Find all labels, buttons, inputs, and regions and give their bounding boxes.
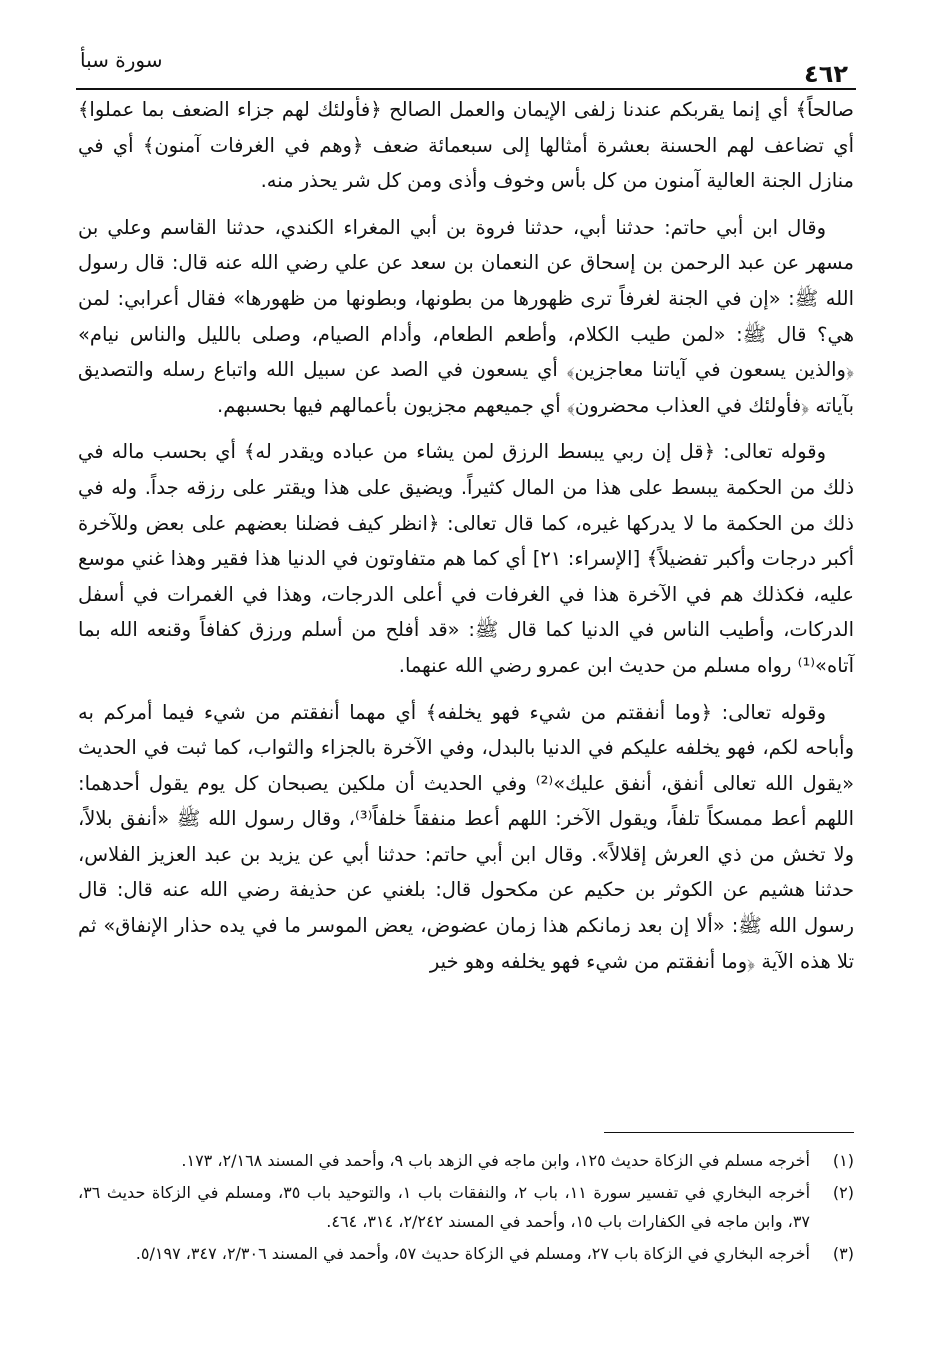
body-text bbox=[78, 92, 854, 990]
body-paragraph: وقوله تعالى: ﴿وما أنفقتم من شيء فهو يخلفه﴾ أي مهما أنفقتم من شيء فيما أمركم به وأباحه لكم، فهو يخلفه عليكم في الدنيا بالبدل، وفي الآخرة بالجزاء والثواب، كما ثبت في الحديث «يقول الله تعالى أنفق، أنفق عليك»⁽²⁾ وفي الحديث أن ملكين يصبحان كل يوم يقول أحدهما: اللهم أعط ممسكاً تلفاً، ويقول الآخر: اللهم أعط منفقاً خلفاً⁽³⁾، وقال رسول الله ﷺ «أنفق بلالاً، ولا تخش من ذي العرش إقلالاً». وقال ابن أبي حاتم: حدثنا أبي عن يزيد بن عبد العزيز الفلاس، حدثنا هشيم عن الكوثر بن حكيم عن مكحول قال: بلغني عن حذيفة رضي الله عنه قال: قال رسول الله ﷺ: «ألا إن بعد زمانكم هذا زمان عضوض، يعض الموسر ما في يده حذار الإنفاق» ثم تلا هذه الآية ﴿وما أنفقتم من شيء فهو يخلفه وهو خير bbox=[78, 700, 854, 973]
footnote-number: (١) bbox=[832, 1151, 854, 1170]
body-paragraph: صالحاً﴾ أي إنما يقربكم عندنا زلفى الإيمان والعمل الصالح ﴿فأولئك لهم جزاء الضعف بما عملوا﴾ أي تضاعف لهم الحسنة بعشرة أمثالها إلى سبعمائة ضعف ﴿وهم في الغرفات آمنون﴾ أي في منازل الجنة العالية آمنون من كل بأس وخوف وأذى ومن كل شر يحذر منه. bbox=[78, 98, 854, 193]
footnote-divider bbox=[604, 1132, 854, 1133]
page-header bbox=[76, 44, 856, 90]
footnotes bbox=[78, 1146, 854, 1271]
footnote-text: أخرجه البخاري في تفسير سورة ١١، باب ٢، والنفقات باب ١، والتوحيد باب ٣٥، ومسلم في الزكاة حديث ٣٦، ٣٧، وابن ماجه في الكفارات باب ١٥، وأحمد في المسند ٢/٢٤٢، ٣١٤، ٤٦٤. bbox=[78, 1183, 811, 1231]
footnote-number: (٣) bbox=[832, 1244, 854, 1263]
page-number: ٤٦٢ bbox=[804, 60, 848, 88]
footnote-text: أخرجه مسلم في الزكاة حديث ١٢٥، وابن ماجه في الزهد باب ٩، وأحمد في المسند ٢/١٦٨، ١٧٣. bbox=[181, 1151, 810, 1170]
surah-name: سورة سبأ bbox=[80, 48, 163, 72]
footnote bbox=[78, 1178, 854, 1236]
footnote-number: (٢) bbox=[832, 1183, 854, 1202]
footnote bbox=[78, 1239, 854, 1268]
header-divider bbox=[76, 88, 856, 90]
body-paragraph: وقال ابن أبي حاتم: حدثنا أبي، حدثنا فروة بن أبي المغراء الكندي، حدثنا القاسم وعلي بن مسهر عن عبد الرحمن بن إسحاق عن النعمان بن سعد عن علي رضي الله عنه قال: قال رسول الله ﷺ: «إن في الجنة لغرفاً ترى ظهورها من بطونها، وبطونها من ظهورها» فقال أعرابي: لمن هي؟ قال ﷺ: «لمن طيب الكلام، وأطعم الطعام، وأدام الصيام، وصلى بالليل والناس نيام» ﴿والذين يسعون في آياتنا معاجزين﴾ أي يسعون في الصد عن سبيل الله واتباع رسله والتصديق بآياته ﴿فأولئك في العذاب محضرون﴾ أي جميعهم مجزيون بأعمالهم فيها بحسبهم. bbox=[78, 215, 854, 417]
footnote bbox=[78, 1146, 854, 1175]
body-paragraph: وقوله تعالى: ﴿قل إن ربي يبسط الرزق لمن يشاء من عباده ويقدر له﴾ أي بحسب ماله في ذلك من الحكمة يبسط على هذا من المال كثيراً. ويضيق على هذا ويقتر على رزقه جداً. وله في ذلك من الحكمة ما لا يدركها غيره، كما قال تعالى: ﴿انظر كيف فضلنا بعضهم على بعض وللآخرة أكبر درجات وأكبر تفضيلاً﴾ [الإسراء: ٢١] أي كما هم متفاوتون في الدنيا هذا فقير وهذا غني موسع عليه، فكذلك هم في الآخرة هذا في الغرفات في أعلى الدرجات، وهذا في الغمرات في أسفل الدركات، وأطيب الناس في الدنيا كما قال ﷺ: «قد أفلح من أسلم ورزق كفافاً وقنعه الله بما آتاه»⁽¹⁾ رواه مسلم من حديث ابن عمرو رضي الله عنهما. bbox=[78, 440, 854, 677]
footnote-text: أخرجه البخاري في الزكاة باب ٢٧، ومسلم في الزكاة حديث ٥٧، وأحمد في المسند ٢/٣٠٦، ٣٤٧، ٥/١٩٧. bbox=[135, 1244, 810, 1263]
